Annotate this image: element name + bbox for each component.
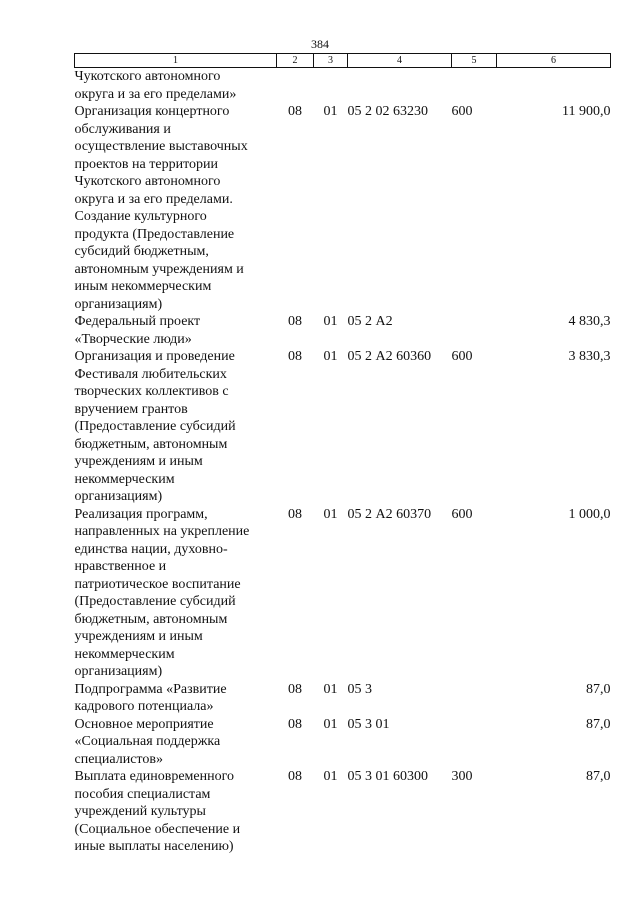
row-subsection: 01 [323, 104, 338, 119]
row-target-code: 05 2 А2 60360 [347, 349, 432, 364]
row-name: Организация и проведение Фестиваля любительских творческих коллективов с вручением грантов (Предоставление субсидий бюджетным, автономным учреждениям и иным некоммерческим организациям) [74, 349, 236, 504]
table-row [75, 103, 611, 313]
row-target-code: 05 3 [347, 681, 372, 697]
row-subsection: 01 [323, 716, 338, 732]
row-target-code: 05 2 02 63230 [347, 104, 428, 119]
row-expense-type: 600 [451, 506, 473, 522]
row-section: 08 [288, 349, 302, 364]
row-name: Реализация программ, направленных на укрепление единства нации, духовно- нравственное и патриотическое воспитание (Предоставление субсидий бюджетным, автономным учреждениям и иным некоммерческим организациям) [74, 506, 250, 679]
table-row [75, 716, 611, 769]
row-subsection: 01 [323, 769, 338, 784]
row-target-code: 05 2 А2 [347, 314, 393, 329]
column-header-1: 1 [75, 54, 277, 68]
page-number: 384 [311, 37, 329, 51]
row-amount: 87,0 [586, 769, 611, 784]
row-expense-type [452, 313, 497, 348]
row-section: 08 [288, 314, 302, 329]
row-name: Федеральный проект «Творческие люди» [74, 314, 201, 347]
row-name: Чукотского автономного округа и за его пределами» [74, 69, 237, 102]
row-expense-type: 600 [451, 349, 473, 364]
row-amount: 87,0 [586, 681, 611, 697]
table-row [75, 506, 611, 681]
row-section: 08 [288, 104, 302, 119]
row-expense-type: 600 [451, 104, 473, 119]
row-amount: 11 900,0 [562, 104, 611, 119]
table-row [75, 681, 611, 716]
row-expense-type [452, 68, 497, 104]
row-expense-type [452, 681, 497, 716]
row-expense-type [452, 716, 497, 769]
row-section: 08 [288, 769, 302, 784]
row-target-code: 05 3 01 [347, 716, 390, 732]
row-expense-type: 300 [451, 769, 473, 784]
row-section: 08 [288, 681, 302, 697]
row-section: 08 [288, 506, 302, 522]
column-header-2: 2 [277, 54, 314, 68]
row-amount: 3 830,3 [568, 349, 611, 364]
row-subsection: 01 [323, 506, 338, 522]
row-target-code: 05 3 01 60300 [347, 769, 428, 784]
column-header-5: 5 [452, 54, 497, 68]
column-header-3: 3 [314, 54, 348, 68]
row-amount: 1 000,0 [568, 506, 611, 522]
row-name: Основное мероприятие «Социальная поддержка специалистов» [74, 716, 221, 767]
row-name: Подпрограмма «Развитие кадрового потенциала» [74, 681, 227, 714]
row-subsection [314, 68, 348, 104]
row-name: Выплата единовременного пособия специалистам учреждений культуры (Социальное обеспечение и иные выплаты населению) [74, 769, 241, 854]
budget-table [74, 53, 611, 856]
row-target-code: 05 2 А2 60370 [347, 506, 432, 522]
row-subsection: 01 [323, 349, 338, 364]
row-amount: 4 830,3 [568, 314, 611, 329]
table-row [75, 348, 611, 506]
row-section: 08 [288, 716, 302, 732]
row-section [277, 68, 314, 104]
column-header-4: 4 [348, 54, 452, 68]
row-subsection: 01 [323, 681, 338, 697]
table-body [75, 68, 611, 856]
row-name: Организация концертного обслуживания и осуществление выставочных проектов на территории Чукотского автономного округа и за его пределами. Создание культурного продукта (Предоставление субсидий бюджетным, автономным учреждениям и иным некоммерческим организациям) [74, 104, 248, 312]
column-header-6: 6 [497, 54, 611, 68]
row-amount [497, 68, 611, 104]
table-header [75, 54, 611, 68]
table-row [75, 313, 611, 348]
row-subsection: 01 [323, 314, 338, 329]
row-target-code [348, 68, 452, 104]
row-amount: 87,0 [586, 716, 611, 732]
table-row [75, 768, 611, 856]
table-row [75, 68, 611, 104]
